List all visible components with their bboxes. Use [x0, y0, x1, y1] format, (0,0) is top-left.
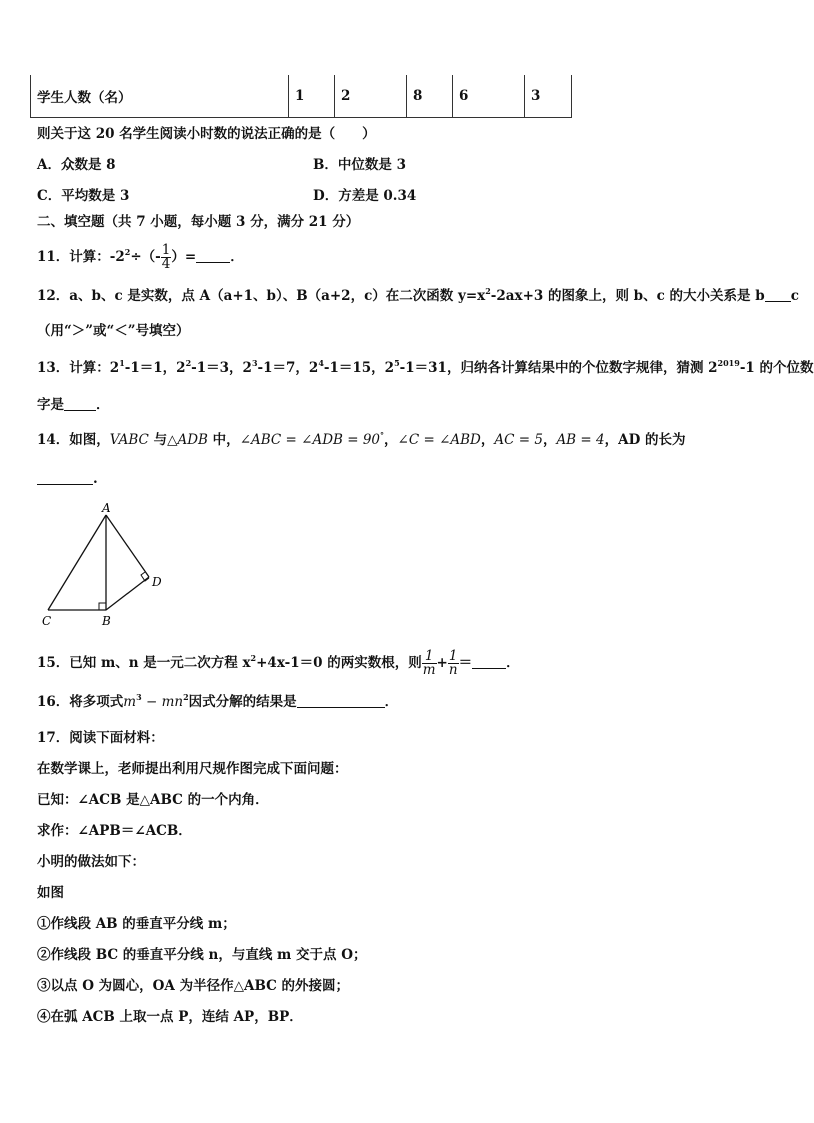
q14-angle-eq: ∠ABC = ∠ADB = 90	[239, 432, 381, 448]
q13-exp: 2019	[717, 358, 740, 368]
q16-expr: m	[123, 694, 137, 710]
q15-answer-blank[interactable]	[472, 656, 506, 669]
q14-ab: AB = 4	[556, 432, 605, 448]
q14-degree: °	[380, 430, 385, 440]
q14-text: ，AD 的长为	[604, 432, 686, 448]
q10-option-a: A．众数是 8	[37, 157, 116, 173]
label-c: C	[42, 614, 52, 628]
student-count-table	[30, 75, 572, 118]
q13-text: -1＝15，2	[323, 360, 395, 376]
q11-end: ．	[230, 249, 244, 265]
q11	[37, 244, 244, 271]
q13-line1	[37, 359, 814, 377]
q17-line: 求作：∠APB＝∠ACB．	[37, 823, 192, 839]
q14-text: ，	[480, 432, 495, 448]
q16-answer-blank[interactable]	[297, 695, 385, 708]
q11-suffix: ）=	[171, 249, 197, 265]
q12-text-c: c	[790, 288, 799, 304]
q14-triangle-abc: ABC	[118, 432, 149, 448]
q13-text: -1＝7，2	[257, 360, 319, 376]
q16-expr: − mn	[141, 694, 184, 710]
q13-end: ．	[96, 397, 110, 413]
q15-frac-1-num: 1	[422, 650, 437, 664]
segment-ca	[48, 515, 106, 610]
label-d: D	[152, 575, 162, 589]
q15-eq: ＝	[458, 655, 473, 671]
q12-answer-blank[interactable]	[765, 289, 791, 302]
q10-option-b: B．中位数是 3	[313, 157, 407, 173]
q14-text: ，	[384, 432, 398, 448]
q15-text: +4x-1＝0 的两实数根，则	[256, 655, 422, 671]
q17-line: 17．阅读下面材料：	[37, 730, 164, 746]
q15-end: ．	[506, 655, 520, 671]
q15-frac-1-den: m	[422, 662, 436, 678]
q14-line2	[37, 470, 98, 488]
q15-exp: 2	[250, 653, 257, 663]
q13-text: -1＝31，归纳各计算结果中的个位数字规律，猜测 2	[399, 360, 718, 376]
q15-frac-2	[448, 650, 459, 677]
q13-text: -1＝3，2	[191, 360, 252, 376]
right-angle-b	[99, 603, 106, 610]
q17-line: ④在弧 ACB 上取一点 P，连结 AP，BP．	[37, 1009, 303, 1025]
q10-option-c: C．平均数是 3	[37, 188, 130, 204]
q14-text: ，	[542, 432, 557, 448]
q15-frac-2-num: 1	[448, 648, 458, 664]
q17-line: 在数学课上，老师提出利用尺规作图完成下面问题：	[37, 761, 348, 777]
q14-line1	[37, 431, 685, 449]
table-cell: 8	[407, 75, 453, 118]
q16	[37, 693, 398, 711]
label-b: B	[102, 614, 111, 628]
q17-line: ①作线段 AB 的垂直平分线 m；	[37, 916, 236, 932]
q17-line: 已知：∠ACB 是△ABC 的一个内角．	[37, 792, 269, 808]
segment-bd	[106, 577, 149, 610]
q10-stem: 则关于这 20 名学生阅读小时数的说法正确的是（ ）	[37, 126, 376, 142]
q13-exp: 3	[251, 358, 258, 368]
q14-triangle-adb: ADB	[177, 432, 208, 448]
q14-ac: AC = 5	[494, 432, 543, 448]
q15-plus: +	[436, 655, 448, 671]
table-cell: 3	[525, 75, 572, 118]
q13-text: -1＝1，2	[124, 360, 186, 376]
table-row	[31, 75, 572, 118]
q14-angle-c: ∠C = ∠ABD	[397, 432, 481, 448]
q15	[37, 650, 520, 677]
q13-exp: 2	[185, 358, 192, 368]
label-a: A	[102, 501, 111, 515]
q11-fraction	[161, 244, 172, 271]
q11-exp: 2	[124, 247, 131, 257]
q12-line2: （用“＞”或“＜”号填空）	[37, 323, 190, 339]
q16-text: 16．将多项式	[37, 694, 124, 710]
triangle-figure	[36, 500, 176, 632]
q14-text: 与△	[148, 432, 178, 448]
q17-line: 如图	[37, 885, 64, 901]
q14-text: 中，	[207, 432, 240, 448]
q13-text: 13．计算：2	[37, 360, 120, 376]
q15-text: 15．已知 m、n 是一元二次方程 x	[37, 655, 251, 671]
q17-line: 小明的做法如下：	[37, 854, 145, 870]
q15-frac-2-den: n	[448, 662, 458, 678]
table-row-label: 学生人数（名）	[31, 75, 289, 118]
q13-exp: 4	[318, 358, 324, 368]
q13-exp: 1	[119, 358, 125, 368]
q16-exp: 3	[136, 692, 142, 702]
q16-end: ．	[384, 694, 399, 710]
q11-frac-den: 4	[161, 256, 171, 272]
q16-text: 因式分解的结果是	[188, 694, 297, 710]
section-heading: 二、填空题（共 7 小题，每小题 3 分，满分 21 分）	[37, 214, 360, 230]
q14-end: .	[93, 471, 98, 487]
q11-prefix: 11．计算：-2	[37, 249, 125, 265]
q10-option-d: D．方差是 0.34	[313, 188, 417, 204]
q11-frac-num: 1	[161, 242, 171, 258]
q17-line: ②作线段 BC 的垂直平分线 n，与直线 m 交于点 O；	[37, 947, 367, 963]
q13-exp: 5	[394, 358, 400, 368]
q14-triangle-symbol: V	[109, 432, 119, 448]
q12-exp: 2	[485, 286, 491, 296]
q12-text-b: -2ax+3 的图象上，则 b、c 的大小关系是 b	[490, 288, 765, 304]
q16-exp: 2	[183, 692, 189, 702]
q13-text: 字是	[37, 397, 64, 413]
q11-mid: ÷（-	[130, 249, 161, 265]
table-cell: 2	[335, 75, 407, 118]
q17-line: ③以点 O 为圆心，OA 为半径作△ABC 的外接圆；	[37, 978, 350, 994]
q14-answer-blank[interactable]	[37, 472, 93, 485]
q12-text-a: 12．a、b、c 是实数，点 A（a+1、b）、B（a+2，c）在二次函数 y=x	[37, 288, 486, 304]
q14-text: 14．如图，	[37, 432, 110, 448]
segment-ad	[106, 515, 149, 577]
table-cell: 6	[453, 75, 525, 118]
q13-answer-blank[interactable]	[64, 398, 96, 411]
q13-text: -1 的个位数	[739, 360, 814, 376]
q11-answer-blank[interactable]	[196, 250, 230, 263]
table-cell: 1	[289, 75, 335, 118]
q15-frac-1	[422, 650, 437, 677]
q13-line2	[37, 396, 110, 414]
q12-line1	[37, 287, 799, 305]
